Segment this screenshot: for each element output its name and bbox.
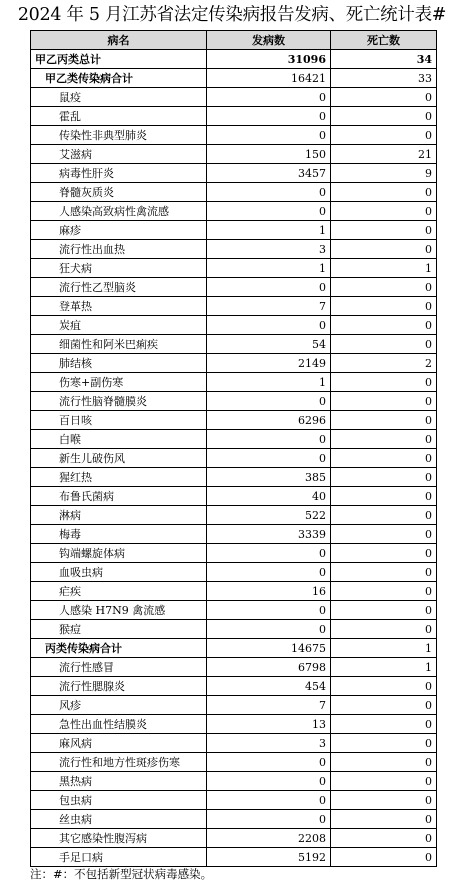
disease-name-cell: 疟疾 (31, 582, 207, 601)
cases-cell: 522 (207, 506, 331, 525)
cases-cell: 14675 (207, 639, 331, 658)
cases-cell: 16421 (207, 69, 331, 88)
disease-name-cell: 手足口病 (31, 848, 207, 867)
deaths-cell: 0 (331, 221, 437, 240)
disease-name-cell: 炭疽 (31, 316, 207, 335)
deaths-cell: 0 (331, 506, 437, 525)
table-row (31, 544, 437, 563)
cases-cell: 0 (207, 88, 331, 107)
disease-name-cell: 黑热病 (31, 772, 207, 791)
table-row (31, 487, 437, 506)
table-row (31, 829, 437, 848)
table-row (31, 506, 437, 525)
cases-cell: 150 (207, 145, 331, 164)
deaths-cell: 0 (331, 696, 437, 715)
table-header (31, 31, 437, 50)
disease-name-cell: 丝虫病 (31, 810, 207, 829)
deaths-cell: 0 (331, 392, 437, 411)
cases-cell: 13 (207, 715, 331, 734)
deaths-cell: 0 (331, 411, 437, 430)
deaths-cell: 0 (331, 278, 437, 297)
table-row (31, 468, 437, 487)
page-title: 2024 年 5 月江苏省法定传染病报告发病、死亡统计表# (17, 5, 447, 25)
deaths-cell: 0 (331, 734, 437, 753)
disease-name-cell: 鼠疫 (31, 88, 207, 107)
deaths-cell: 0 (331, 240, 437, 259)
disease-name-cell: 血吸虫病 (31, 563, 207, 582)
deaths-cell: 0 (331, 126, 437, 145)
deaths-cell: 0 (331, 335, 437, 354)
deaths-cell: 21 (331, 145, 437, 164)
disease-name-cell: 麻疹 (31, 221, 207, 240)
disease-name-cell: 细菌性和阿米巴痢疾 (31, 335, 207, 354)
deaths-cell: 0 (331, 791, 437, 810)
table-row (31, 335, 437, 354)
cases-cell: 0 (207, 107, 331, 126)
table-row (31, 126, 437, 145)
disease-name-cell: 急性出血性结膜炎 (31, 715, 207, 734)
disease-name-cell: 流行性乙型脑炎 (31, 278, 207, 297)
statistics-table (30, 30, 437, 867)
cases-cell: 0 (207, 753, 331, 772)
disease-name-cell: 甲乙类传染病合计 (31, 69, 207, 88)
cases-cell: 7 (207, 696, 331, 715)
table-row (31, 677, 437, 696)
deaths-cell: 0 (331, 601, 437, 620)
table-row (31, 449, 437, 468)
disease-name-cell: 猩红热 (31, 468, 207, 487)
deaths-cell: 0 (331, 715, 437, 734)
cases-cell: 1 (207, 373, 331, 392)
disease-name-cell: 布鲁氏菌病 (31, 487, 207, 506)
deaths-cell: 0 (331, 107, 437, 126)
cases-cell: 454 (207, 677, 331, 696)
table-row (31, 164, 437, 183)
deaths-cell: 1 (331, 259, 437, 278)
table-row (31, 411, 437, 430)
disease-name-cell: 人感染高致病性禽流感 (31, 202, 207, 221)
disease-name-cell: 白喉 (31, 430, 207, 449)
table-row (31, 772, 437, 791)
subtotal-row (31, 69, 437, 88)
disease-name-cell: 狂犬病 (31, 259, 207, 278)
table-row (31, 601, 437, 620)
table-row (31, 202, 437, 221)
cases-cell: 0 (207, 544, 331, 563)
cases-cell: 0 (207, 791, 331, 810)
table-row (31, 297, 437, 316)
disease-name-cell: 流行性出血热 (31, 240, 207, 259)
disease-name-cell: 登革热 (31, 297, 207, 316)
disease-name-cell: 肺结核 (31, 354, 207, 373)
table-row (31, 753, 437, 772)
deaths-cell: 1 (331, 658, 437, 677)
deaths-cell: 0 (331, 525, 437, 544)
cases-cell: 3 (207, 240, 331, 259)
deaths-cell: 0 (331, 544, 437, 563)
cases-cell: 3 (207, 734, 331, 753)
header-row (31, 31, 437, 50)
disease-name-cell: 脊髓灰质炎 (31, 183, 207, 202)
deaths-cell: 0 (331, 677, 437, 696)
cases-cell: 0 (207, 202, 331, 221)
cases-cell: 6296 (207, 411, 331, 430)
cases-cell: 0 (207, 430, 331, 449)
cases-cell: 3339 (207, 525, 331, 544)
header-disease-name: 病名 (31, 31, 207, 50)
disease-name-cell: 流行性腮腺炎 (31, 677, 207, 696)
disease-name-cell: 风疹 (31, 696, 207, 715)
deaths-cell: 2 (331, 354, 437, 373)
footnote: 注：#：不包括新型冠状病毒感染。 (30, 867, 213, 881)
table-row (31, 848, 437, 867)
table-row (31, 810, 437, 829)
table-row (31, 88, 437, 107)
deaths-cell: 0 (331, 848, 437, 867)
table-row (31, 278, 437, 297)
table-row (31, 696, 437, 715)
subtotal-row (31, 639, 437, 658)
cases-cell: 0 (207, 126, 331, 145)
cases-cell: 0 (207, 278, 331, 297)
disease-name-cell: 霍乱 (31, 107, 207, 126)
deaths-cell: 34 (331, 50, 437, 69)
disease-name-cell: 猴痘 (31, 620, 207, 639)
table-body (31, 50, 437, 867)
table-row (31, 183, 437, 202)
disease-name-cell: 百日咳 (31, 411, 207, 430)
deaths-cell: 0 (331, 449, 437, 468)
deaths-cell: 0 (331, 582, 437, 601)
table-row (31, 620, 437, 639)
deaths-cell: 0 (331, 753, 437, 772)
table-row (31, 221, 437, 240)
cases-cell: 385 (207, 468, 331, 487)
cases-cell: 6798 (207, 658, 331, 677)
disease-name-cell: 流行性脑脊髓膜炎 (31, 392, 207, 411)
table-row (31, 373, 437, 392)
disease-name-cell: 人感染 H7N9 禽流感 (31, 601, 207, 620)
table-row (31, 354, 437, 373)
table-row (31, 145, 437, 164)
disease-name-cell: 流行性感冒 (31, 658, 207, 677)
disease-name-cell: 丙类传染病合计 (31, 639, 207, 658)
cases-cell: 0 (207, 449, 331, 468)
deaths-cell: 1 (331, 639, 437, 658)
cases-cell: 2149 (207, 354, 331, 373)
table-row (31, 392, 437, 411)
table-row (31, 791, 437, 810)
disease-name-cell: 钩端螺旋体病 (31, 544, 207, 563)
total-row (31, 50, 437, 69)
cases-cell: 2208 (207, 829, 331, 848)
cases-cell: 40 (207, 487, 331, 506)
header-deaths: 死亡数 (331, 31, 437, 50)
table-row (31, 107, 437, 126)
deaths-cell: 0 (331, 563, 437, 582)
cases-cell: 7 (207, 297, 331, 316)
deaths-cell: 0 (331, 620, 437, 639)
deaths-cell: 0 (331, 88, 437, 107)
disease-name-cell: 伤寒+副伤寒 (31, 373, 207, 392)
deaths-cell: 0 (331, 297, 437, 316)
cases-cell: 1 (207, 221, 331, 240)
table-row (31, 582, 437, 601)
cases-cell: 0 (207, 601, 331, 620)
table-row (31, 316, 437, 335)
cases-cell: 16 (207, 582, 331, 601)
disease-name-cell: 新生儿破伤风 (31, 449, 207, 468)
disease-name-cell: 淋病 (31, 506, 207, 525)
cases-cell: 3457 (207, 164, 331, 183)
deaths-cell: 0 (331, 468, 437, 487)
cases-cell: 0 (207, 563, 331, 582)
deaths-cell: 9 (331, 164, 437, 183)
disease-name-cell: 梅毒 (31, 525, 207, 544)
deaths-cell: 0 (331, 810, 437, 829)
cases-cell: 1 (207, 259, 331, 278)
cases-cell: 0 (207, 183, 331, 202)
table-row (31, 525, 437, 544)
table-row (31, 259, 437, 278)
table-row (31, 734, 437, 753)
cases-cell: 0 (207, 392, 331, 411)
cases-cell: 31096 (207, 50, 331, 69)
cases-cell: 0 (207, 620, 331, 639)
disease-name-cell: 传染性非典型肺炎 (31, 126, 207, 145)
deaths-cell: 0 (331, 316, 437, 335)
deaths-cell: 0 (331, 430, 437, 449)
cases-cell: 0 (207, 772, 331, 791)
disease-name-cell: 病毒性肝炎 (31, 164, 207, 183)
cases-cell: 5192 (207, 848, 331, 867)
deaths-cell: 0 (331, 183, 437, 202)
deaths-cell: 0 (331, 829, 437, 848)
disease-name-cell: 艾滋病 (31, 145, 207, 164)
table-row (31, 430, 437, 449)
table-row (31, 715, 437, 734)
cases-cell: 0 (207, 810, 331, 829)
deaths-cell: 0 (331, 487, 437, 506)
disease-name-cell: 其它感染性腹泻病 (31, 829, 207, 848)
deaths-cell: 0 (331, 772, 437, 791)
disease-name-cell: 甲乙丙类总计 (31, 50, 207, 69)
table-row (31, 563, 437, 582)
cases-cell: 0 (207, 316, 331, 335)
header-cases: 发病数 (207, 31, 331, 50)
table-row (31, 658, 437, 677)
disease-name-cell: 包虫病 (31, 791, 207, 810)
disease-name-cell: 麻风病 (31, 734, 207, 753)
deaths-cell: 0 (331, 373, 437, 392)
cases-cell: 54 (207, 335, 331, 354)
disease-name-cell: 流行性和地方性斑疹伤寒 (31, 753, 207, 772)
deaths-cell: 33 (331, 69, 437, 88)
table-row (31, 240, 437, 259)
deaths-cell: 0 (331, 202, 437, 221)
